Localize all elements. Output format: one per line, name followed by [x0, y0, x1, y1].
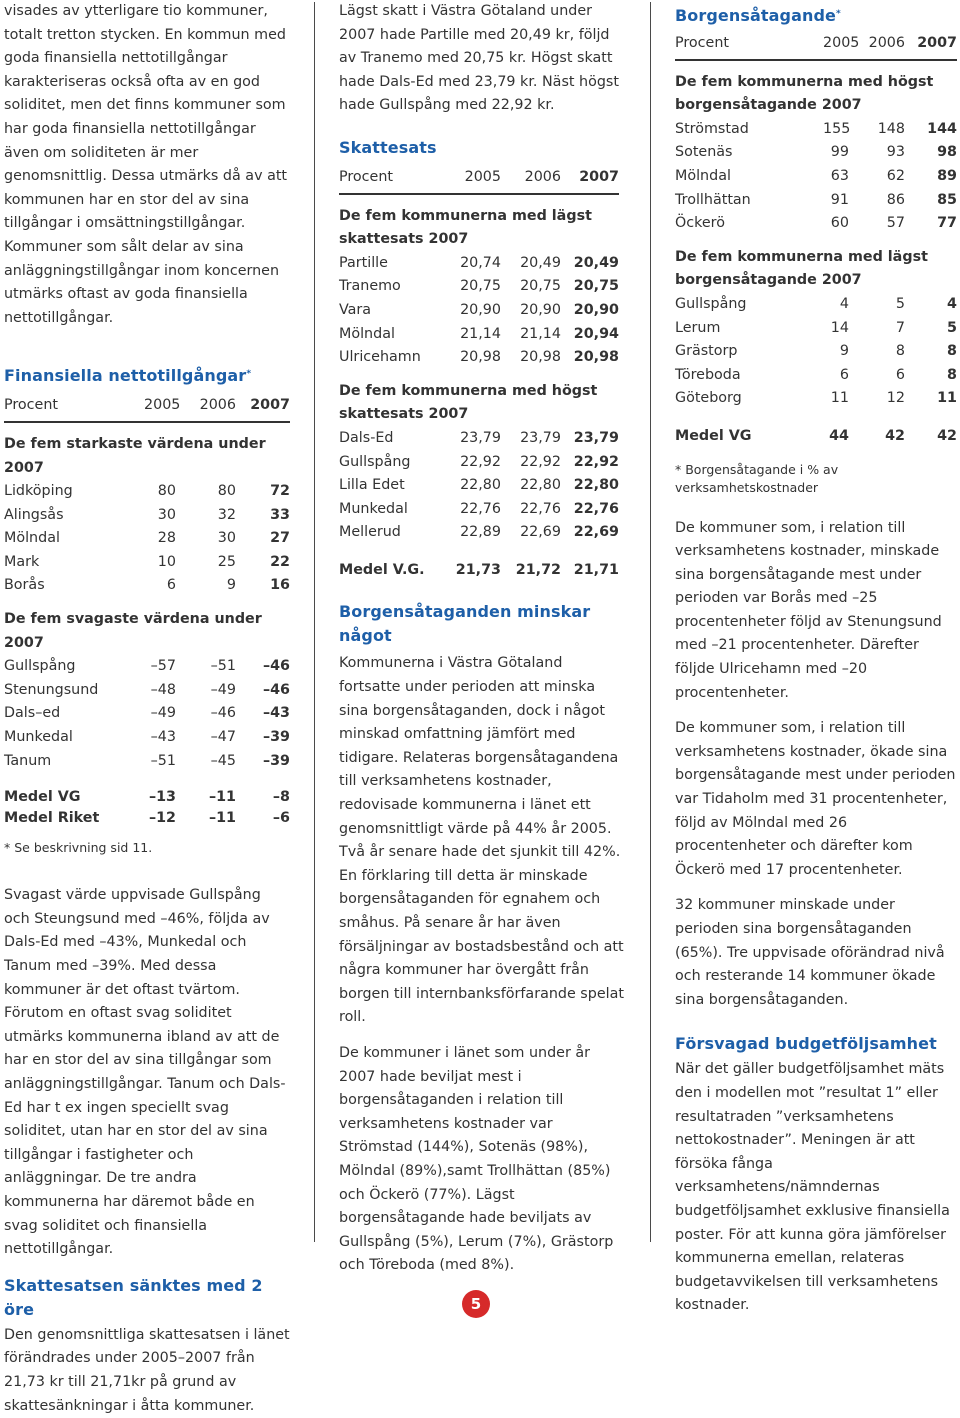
column-divider-right: [650, 2, 651, 1242]
tax-cut-heading: Skattesatsen sänktes med 2 öre: [4, 1275, 263, 1319]
borg-footnote: * Borgensåtagande i % av verksamhetskostnader: [675, 461, 839, 495]
table-row: Lerum 14 7 5: [675, 319, 957, 336]
table-row: Munkedal 22,76 22,76 22,76: [339, 500, 619, 517]
borg-low-title: De fem kommunerna med lägst borgensåtagande 2007: [675, 248, 928, 289]
guarantee-heading: Borgensåtaganden minskar något: [339, 602, 591, 646]
column-2: [339, 0, 625, 1278]
table-row: Göteborg 11 12 11: [675, 390, 957, 407]
fin-strong-title: De fem starkaste värdena under 2007: [4, 435, 266, 476]
tax-high-title: De fem kommunerna med högst skattesats 2007: [339, 382, 598, 423]
borg-table-header: Procent 2005 2006 2007: [675, 32, 957, 61]
borg-high-title: De fem kommunerna med högst borgensåtagande 2007: [675, 73, 934, 114]
table-row: Borås 6 9 16: [4, 577, 290, 594]
column-divider-left: [314, 2, 315, 1242]
column-3: [675, 0, 957, 1318]
table-row: Gullspång 4 5 4: [675, 295, 957, 312]
table-row: Lidköping 80 80 72: [4, 483, 290, 500]
table-row: Dals–ed –49 –46 –43: [4, 705, 290, 722]
table-row: Grästorp 9 8 8: [675, 343, 957, 360]
table-row: Vara 20,90 20,90 20,90: [339, 301, 619, 318]
table-row: Trollhättan 91 86 85: [675, 191, 957, 208]
tax-table-header: Procent 2005 2006 2007: [339, 166, 619, 195]
table-row: Tranemo 20,75 20,75 20,75: [339, 278, 619, 295]
tax-heading: Skattesats: [339, 137, 437, 157]
column-1: [4, 0, 290, 1418]
fin-weak-title: De fem svagaste värdena under 2007: [4, 611, 262, 651]
page-number-badge: 5: [462, 1290, 490, 1318]
table-row-average: Medel VG –13 –11 –8: [4, 789, 290, 806]
table-row: Sotenäs 99 93 98: [675, 144, 957, 161]
table-row: Öckerö 60 57 77: [675, 215, 957, 232]
table-row: Mölndal 28 30 27: [4, 530, 290, 547]
table-row: Mölndal 21,14 21,14 20,94: [339, 325, 619, 342]
borg-paragraph-2: De kommuner som, i relation till verksamhetens kostnader, ökade sina borgensåtagande mest under perioden var Tidaholm med 31 procentenheter, följd av Mölndal med 26 procentenheter och därefter kom Öckerö med 17 procentenheter.: [675, 720, 956, 878]
weak-paragraph: Svagast värde uppvisade Gullspång och Steungsund med –46%, följda av Dals-Ed med –43%, Munkedal och Tanum med –39%. Med dessa kommuner är det oftast tvärtom. Förutom en oftast svag soliditet utmärks kommunerna ibland av att de har en stor del av sina tillgångar som anläggningstillgångar. Tanum och Dals-Ed har t ex ingen speciellt svag soliditet, utan har en stor del av sina tillgångar i fastigheter och anläggningar. De tre andra kommunerna har däremot både en svag soliditet och finansiella nettotillgångar.: [4, 887, 286, 1258]
table-row: Alingsås 30 32 33: [4, 506, 290, 523]
guarantee-paragraph-1: Kommunerna i Västra Götaland fortsatte under perioden att minska sina borgensåtaganden, dock i något minskad omfattning jämfört med tidigare. Relateras borgensåtagandena till verksamhetens kostnader, redovisade kommunerna i länet ett genomsnittligt värde på 44% år 2005. Två år senare hade det sjunkit till 42%. En förklaring till detta är minskade borgensåtaganden för egnahem och småhus. På senare år har även försäljningar av bostadsbestånd och att några kommuner har övergått från borgen till internbanksförfarande spelat roll.: [339, 655, 624, 1026]
table-row: Gullspång 22,92 22,92 22,92: [339, 453, 619, 470]
fin-table: [4, 394, 290, 857]
table-row: Stenungsund –48 –49 –46: [4, 681, 290, 698]
table-row: Mölndal 63 62 89: [675, 167, 957, 184]
fin-table-header: Procent 2005 2006 2007: [4, 394, 290, 423]
intro-paragraph-2: Kommuner som sålt delar av sina anläggningstillgångar inom koncernen utmärks oftast av goda finansiella nettotillgångar.: [4, 238, 280, 326]
table-row: Tanum –51 –45 –39: [4, 752, 290, 769]
table-row: Lilla Edet 22,80 22,80 22,80: [339, 477, 619, 494]
table-row-average: Medel V.G. 21,73 21,72 21,71: [339, 561, 619, 578]
table-row: Gullspång –57 –51 –46: [4, 658, 290, 675]
tax-table: [339, 166, 625, 583]
table-row: Töreboda 6 6 8: [675, 366, 957, 383]
borg-table: [675, 32, 957, 497]
table-row-average: Medel VG 44 42 42: [675, 427, 957, 444]
fin-heading: Finansiella nettotillgångar*: [4, 366, 252, 386]
budget-paragraph: När det gäller budgetföljsamhet mäts den i modellen mot ”resultat 1” eller resultatraden ”verksamhetens nettokostnader”. Meningen är att försöka fånga verksamhetens/nämndernas budgetföljsamhet exklusive finansiella poster. För att kunna göra jämförelser kommunerna emellan, relateras budgetavvikelsen till verksamhetens kostnader.: [675, 1061, 950, 1314]
table-row: Ulricehamn 20,98 20,98 20,98: [339, 349, 619, 366]
budget-heading: Försvagad budgetföljsamhet: [675, 1034, 937, 1054]
borg-paragraph-1: De kommuner som, i relation till verksamhetens kostnader, minskade sina borgensåtagande mest under perioden var Borås med –25 procentenheter följd av Stenungsund med –21 procentenheter. Därefter följde Ulricehamn med –20 procentenheter.: [675, 519, 942, 701]
table-row: Strömstad 155 148 144: [675, 120, 957, 137]
table-row: Dals-Ed 23,79 23,79 23,79: [339, 429, 619, 446]
table-row: Munkedal –43 –47 –39: [4, 729, 290, 746]
fin-footnote: * Se beskrivning sid 11.: [4, 840, 153, 856]
tax-low-title: De fem kommunerna med lägst skattesats 2007: [339, 207, 592, 248]
table-row: Mark 10 25 22: [4, 553, 290, 570]
tax-intro-paragraph: Lägst skatt i Västra Götaland under 2007 hade Partille med 20,49 kr, följd av Tranemo med 20,75 kr. Högst skatt hade Dals-Ed med 23,79 kr. Näst högst hade Gullspång med 22,92 kr.: [339, 3, 619, 114]
guarantee-paragraph-2: De kommuner i länet som under år 2007 hade beviljat mest i borgensåtaganden i relation till verksamhetens kostnader var Strömstad (144%), Sotenäs (98%), Mölndal (89%),samt Trollhättan (85%) och Öckerö (77%). Lägst borgensåtagande hade beviljats av Gullspång (5%), Lerum (7%), Grästorp och Töreboda (med 8%).: [339, 1044, 614, 1274]
table-row: Partille 20,74 20,49 20,49: [339, 254, 619, 271]
tax-cut-paragraph: Den genomsnittliga skattesatsen i länet förändrades under 2005–2007 från 21,73 kr till 21,71kr på grund av skattesänkningar i åtta kommuner.: [4, 1326, 290, 1414]
intro-paragraph: visades av ytterligare tio kommuner, totalt tretton stycken. En kommun med goda finansiella nettotillgångar karakteriseras också ofta av en god soliditet, men det finns kommuner som har goda finansiella nettotillgångar även om soliditeten är mer genomsnittlig. Dessa utmärks då av att kommunen har en stor del av sina tillgångar i omsättningstillgångar.: [4, 3, 288, 232]
table-row: Mellerud 22,89 22,69 22,69: [339, 524, 619, 541]
table-row-average: Medel Riket –12 –11 –6: [4, 810, 290, 827]
borg-heading: Borgensåtagande*: [675, 6, 841, 25]
borg-paragraph-3: 32 kommuner minskade under perioden sina borgensåtaganden (65%). Tre uppvisade oförändrad nivå och resterande 14 kommuner ökade sina borgensåtaganden.: [675, 897, 945, 1008]
